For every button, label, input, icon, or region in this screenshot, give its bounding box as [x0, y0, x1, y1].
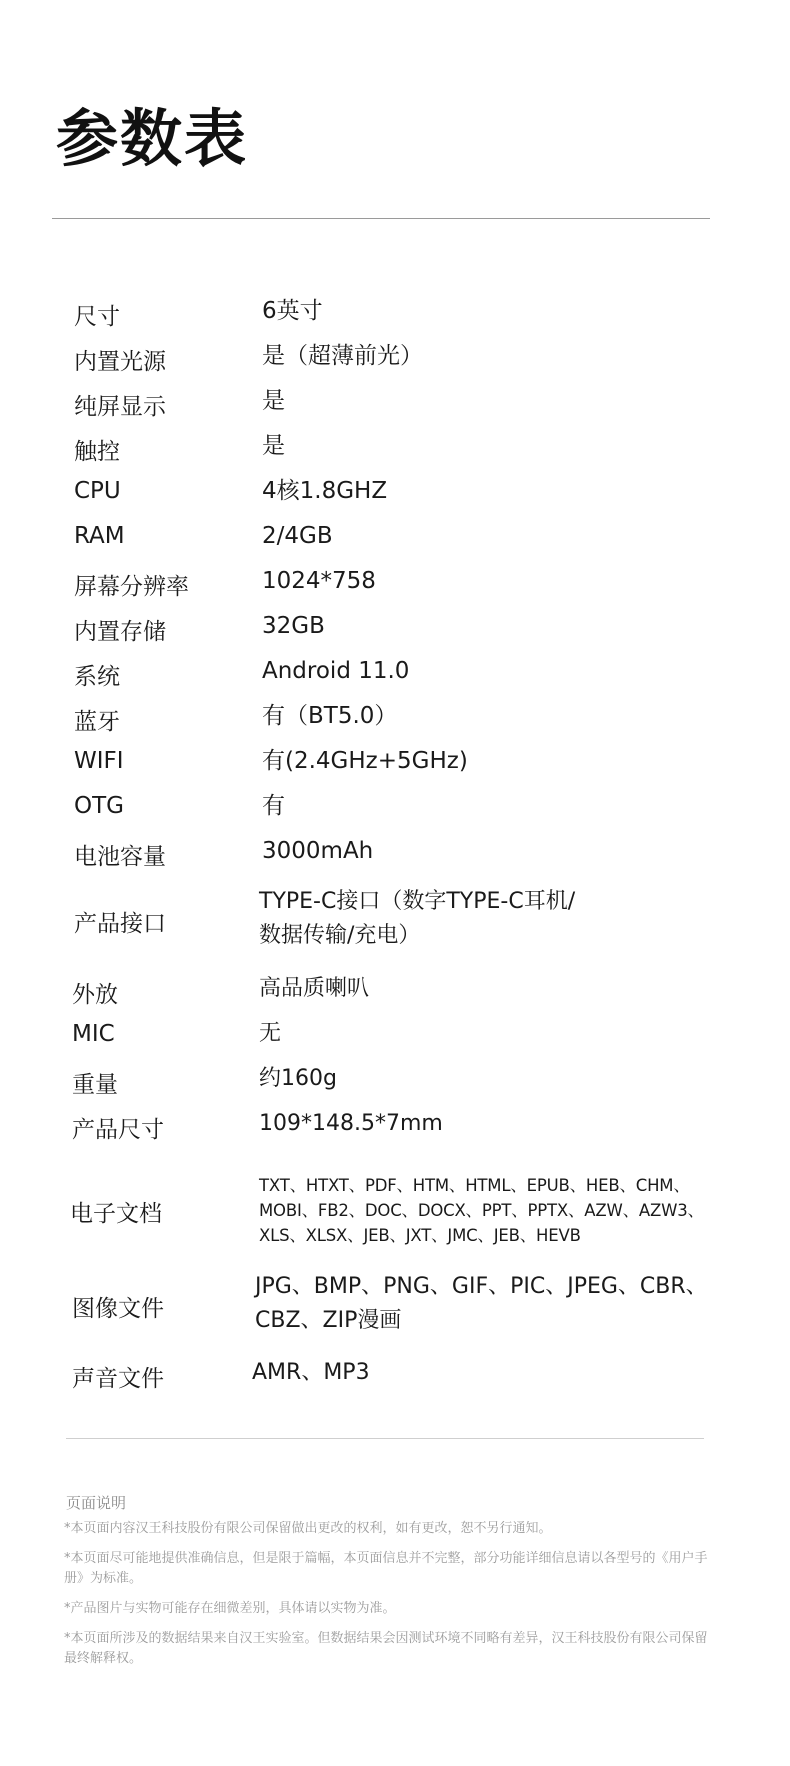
- spec-value: 无: [259, 1021, 282, 1046]
- spec-label: 图像文件: [72, 1296, 164, 1322]
- spec-label: 电池容量: [74, 844, 166, 870]
- title-divider: [52, 218, 710, 219]
- spec-value: 是（超薄前光）: [262, 343, 423, 369]
- spec-value: AMR、MP3: [252, 1360, 370, 1385]
- spec-label: MIC: [72, 1021, 115, 1047]
- note-item: *产品图片与实物可能存在细微差别，具体请以实物为准。: [64, 1601, 396, 1616]
- notes-divider: [66, 1438, 704, 1439]
- spec-label: 系统: [74, 664, 120, 690]
- spec-value-line: 数据传输/充电）: [259, 923, 421, 948]
- spec-label: 蓝牙: [74, 709, 120, 735]
- spec-label: WIFI: [74, 748, 124, 774]
- spec-value-line: MOBI、FB2、DOC、DOCX、PPT、PPTX、AZW、AZW3、: [259, 1201, 704, 1220]
- spec-value: 有(2.4GHz+5GHz): [262, 748, 468, 774]
- spec-label: 内置存储: [74, 619, 166, 645]
- spec-label: 重量: [72, 1072, 118, 1098]
- spec-value: 约160g: [259, 1066, 337, 1091]
- spec-value: Android 11.0: [262, 658, 410, 684]
- spec-label: 屏幕分辨率: [74, 574, 189, 600]
- spec-label: 声音文件: [72, 1366, 164, 1392]
- spec-value-line: TXT、HTXT、PDF、HTM、HTML、EPUB、HEB、CHM、: [259, 1176, 690, 1195]
- spec-label: 尺寸: [74, 304, 120, 330]
- spec-value: 有: [262, 793, 285, 819]
- spec-label: 纯屏显示: [74, 394, 166, 420]
- spec-label: RAM: [74, 523, 125, 549]
- spec-value: 32GB: [262, 613, 325, 639]
- spec-value: 是: [262, 433, 285, 459]
- spec-label: 产品尺寸: [72, 1117, 164, 1143]
- spec-value: 6英寸: [262, 298, 323, 324]
- spec-label: 电子文档: [70, 1201, 162, 1227]
- spec-value: 是: [262, 388, 285, 414]
- spec-value: 2/4GB: [262, 523, 333, 549]
- note-item: *本页面尽可能地提供准确信息，但是限于篇幅，本页面信息并不完整，部分功能详细信息请以各型号的《用户手册》为标准。: [64, 1551, 708, 1586]
- page-title: 参数表: [56, 102, 249, 175]
- spec-value: 4核1.8GHZ: [262, 478, 388, 504]
- note-item: *本页面所涉及的数据结果来自汉王实验室。但数据结果会因测试环境不同略有差异，汉王科技股份有限公司保留最终解释权。: [64, 1631, 708, 1666]
- spec-value: 109*148.5*7mm: [259, 1111, 443, 1136]
- spec-value: 高品质喇叭: [259, 976, 370, 1001]
- spec-value-line: XLS、XLSX、JEB、JXT、JMC、JEB、HEVB: [259, 1226, 581, 1245]
- spec-value: 1024*758: [262, 568, 376, 594]
- spec-value-line: JPG、BMP、PNG、GIF、PIC、JPEG、CBR、: [255, 1274, 708, 1299]
- spec-value: 3000mAh: [262, 838, 374, 864]
- spec-value: 有（BT5.0）: [262, 703, 398, 729]
- note-item: *本页面内容汉王科技股份有限公司保留做出更改的权利，如有更改，恕不另行通知。: [64, 1521, 552, 1536]
- spec-label: 产品接口: [74, 911, 166, 937]
- spec-value-line: CBZ、ZIP漫画: [255, 1308, 402, 1333]
- notes-title: 页面说明: [66, 1494, 127, 1512]
- spec-label: OTG: [74, 793, 124, 819]
- spec-label: 内置光源: [74, 349, 166, 375]
- spec-value-line: TYPE-C接口（数字TYPE-C耳机/: [259, 889, 576, 914]
- spec-label: 触控: [74, 439, 120, 465]
- spec-label: CPU: [74, 478, 121, 504]
- spec-label: 外放: [72, 982, 118, 1008]
